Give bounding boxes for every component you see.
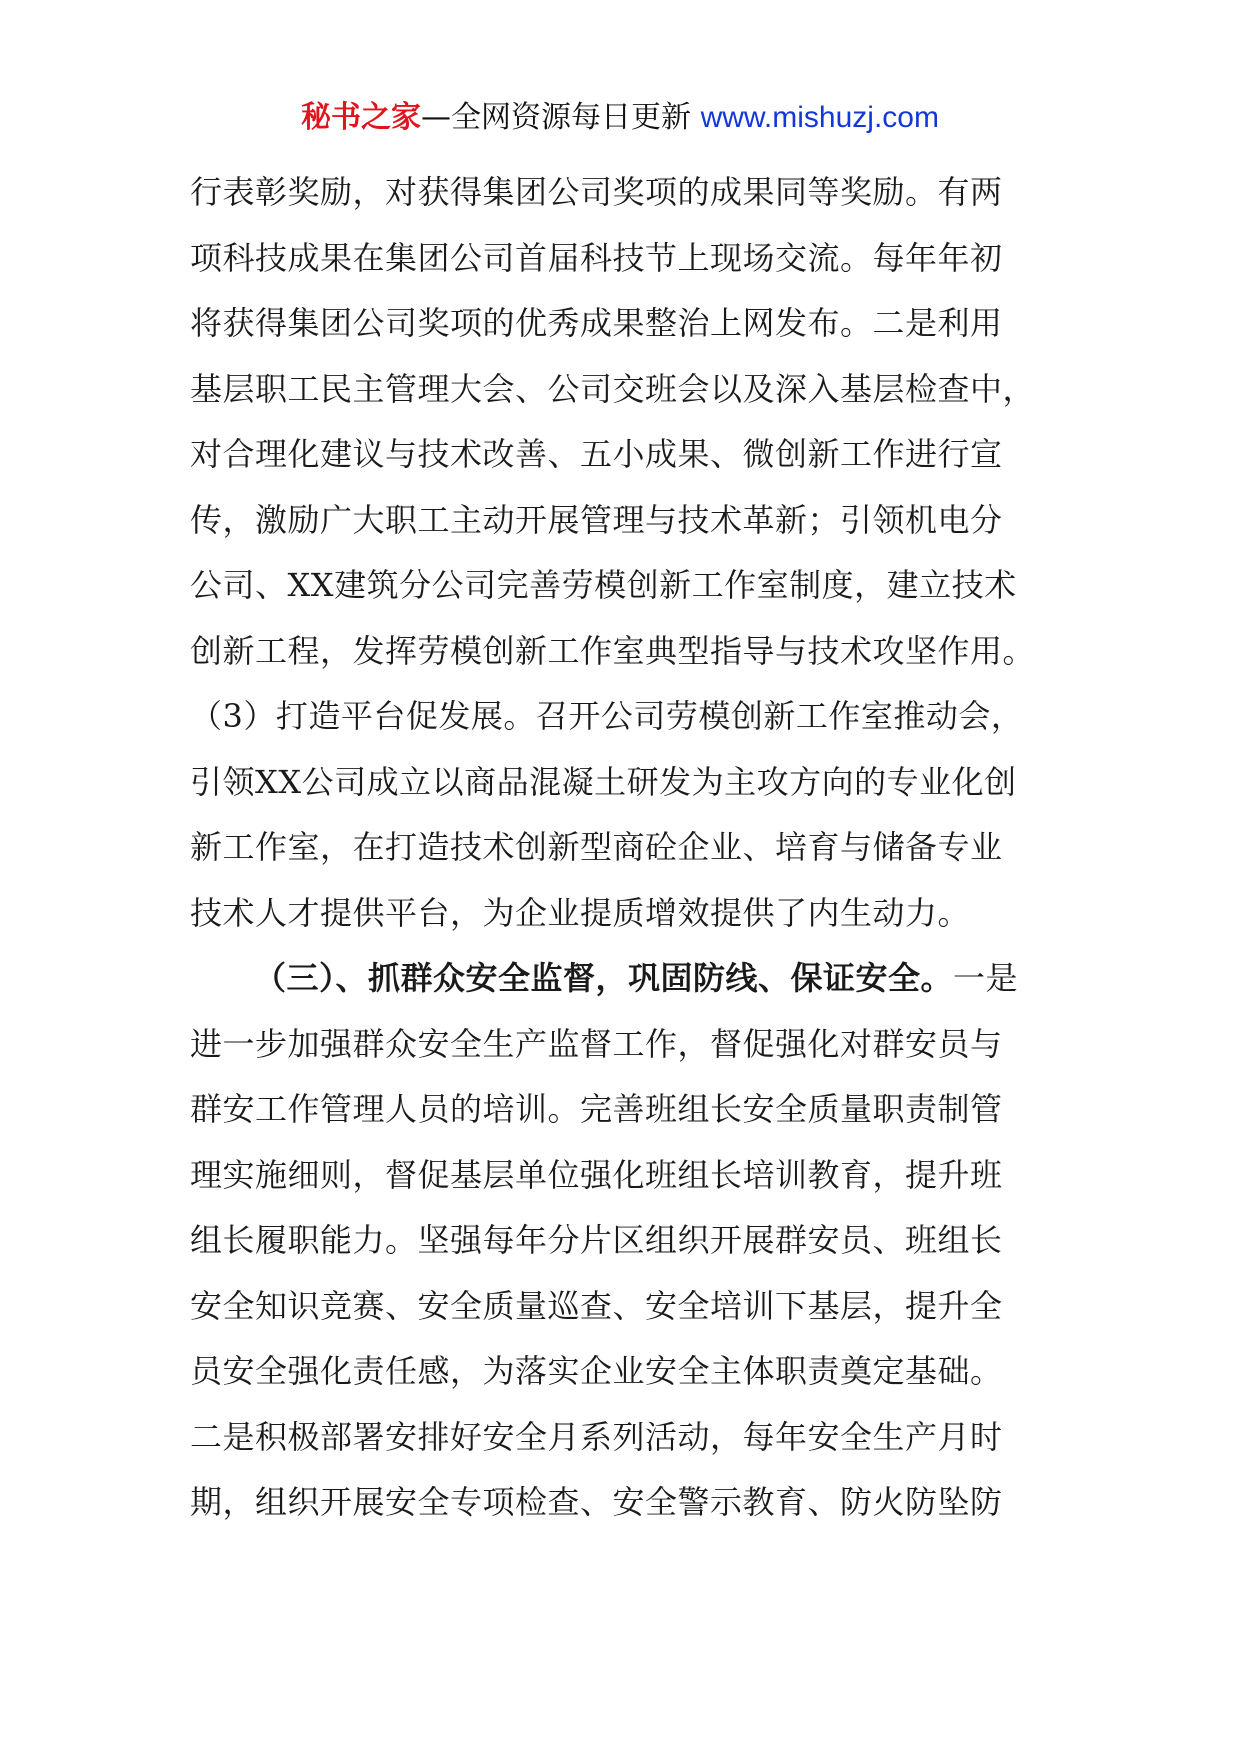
section-heading-tail: 一是 xyxy=(953,959,1019,997)
page-header xyxy=(0,98,1240,138)
body-line: 引领XX公司成立以商品混凝土研发为主攻方向的专业化创 xyxy=(190,762,1017,801)
body-line: 公司、XX建筑分公司完善劳模创新工作室制度，建立技术 xyxy=(190,566,1017,604)
document-body xyxy=(190,160,1050,1536)
body-line: 进一步加强群众安全生产监督工作，督促强化对群安员与 xyxy=(190,1024,1003,1063)
body-line: （3）打造平台促发展。召开公司劳模创新工作室推动会， xyxy=(190,697,1024,735)
section-heading-line xyxy=(190,946,1050,1012)
body-line: 员安全强化责任感，为落实企业安全主体职责奠定基础。 xyxy=(190,1352,1003,1390)
body-line: 传，激励广大职工主动开展管理与技术革新；引领机电分 xyxy=(190,500,1003,539)
body-line: 将获得集团公司奖项的优秀成果整治上网发布。二是利用 xyxy=(190,304,1003,342)
body-line: 新工作室，在打造技术创新型商砼企业、培育与储备专业 xyxy=(190,828,1003,866)
body-line: 安全知识竞赛、安全质量巡查、安全培训下基层，提升全 xyxy=(190,1286,1003,1325)
body-line: 对合理化建议与技术改善、五小成果、微创新工作进行宣 xyxy=(190,435,1003,473)
body-line: 理实施细则，督促基层单位强化班组长培训教育，提升班 xyxy=(190,1155,1003,1194)
body-line: 期，组织开展安全专项检查、安全警示教育、防火防坠防 xyxy=(190,1483,1003,1521)
body-line: 创新工程，发挥劳模创新工作室典型指导与技术攻坚作用。 xyxy=(190,631,1036,670)
body-line: 基层职工民主管理大会、公司交班会以及深入基层检查中， xyxy=(190,369,1036,408)
body-line: 技术人才提供平台，为企业提质增效提供了内生动力。 xyxy=(190,893,971,932)
body-line: 二是积极部署安排好安全月系列活动，每年安全生产月时 xyxy=(190,1417,1003,1456)
site-url-link[interactable]: www.mishuzj.com xyxy=(700,101,939,134)
site-tagline: —全网资源每日更新 xyxy=(421,100,692,135)
body-line: 组长履职能力。坚强每年分片区组织开展群安员、班组长 xyxy=(190,1221,1003,1259)
body-line: 群安工作管理人员的培训。完善班组长安全质量职责制管 xyxy=(190,1090,1003,1128)
body-line: 行表彰奖励，对获得集团公司奖项的成果同等奖励。有两 xyxy=(190,173,1003,211)
section-heading: （三）、抓群众安全监督，巩固防线、保证安全。 xyxy=(254,959,954,997)
body-line: 项科技成果在集团公司首届科技节上现场交流。每年年初 xyxy=(190,238,1003,277)
site-brand: 秘书之家 xyxy=(301,100,422,135)
